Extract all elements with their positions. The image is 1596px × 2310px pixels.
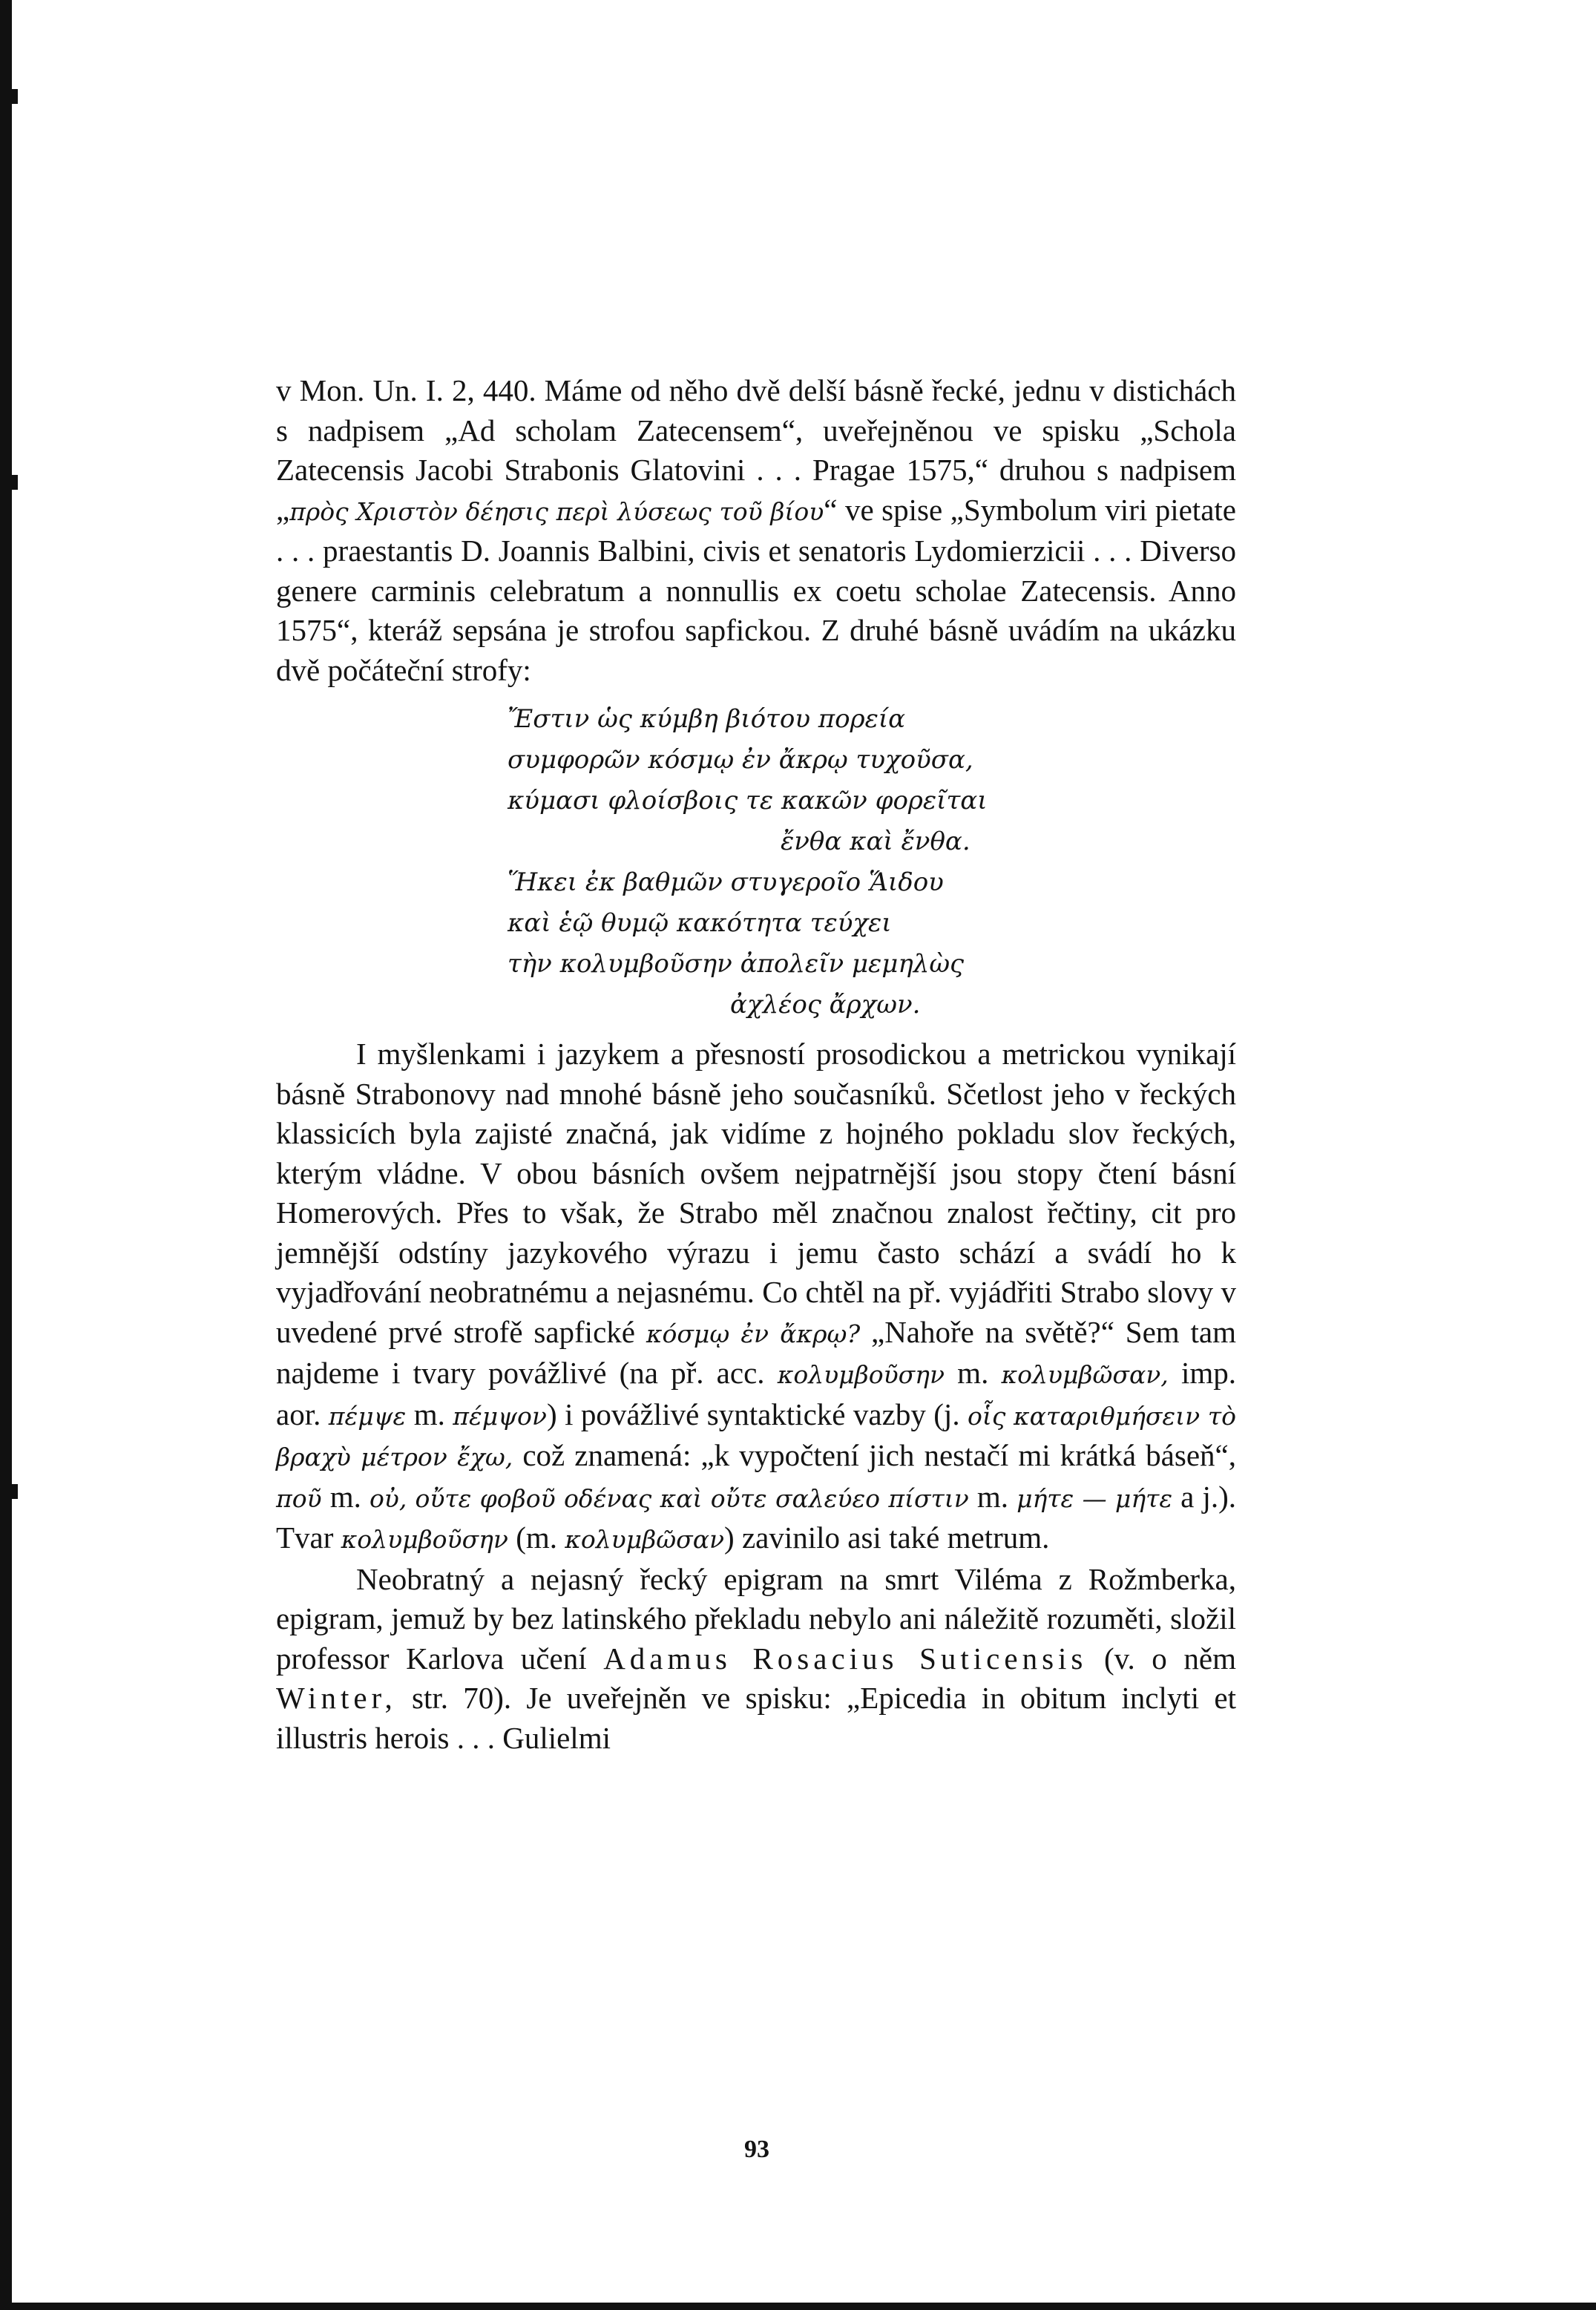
greek-quote: κολυμβοῦσην xyxy=(341,1525,508,1554)
poem-line: Ἔστιν ὡς κύμβη βιότου πορεία xyxy=(508,704,906,734)
greek-quote: κολυμβῶσαν, xyxy=(1001,1360,1169,1389)
scan-mark xyxy=(10,1484,18,1499)
greek-quote: οὐ, xyxy=(369,1483,407,1513)
greek-quote: μήτε — μήτε xyxy=(1017,1483,1173,1513)
greek-quote: οὔτε φοβοῦ οδένας καὶ οὔτε σαλεύεο πίστιν xyxy=(415,1483,969,1513)
text-run: (m. xyxy=(508,1520,565,1555)
text-run: m. xyxy=(406,1397,453,1431)
text-run: str. 70). Je uveřejněn ve spisku: „Epicedia in obitum inclyti et illustris herois . . . Gulielmi xyxy=(276,1681,1236,1755)
scan-edge-bottom xyxy=(0,2303,1596,2310)
text-run: ) zavinilo asi také metrum. xyxy=(724,1520,1050,1555)
paragraph-intro xyxy=(276,371,1236,690)
text-run: imp. aor. xyxy=(276,1356,1236,1431)
scan-mark xyxy=(10,89,18,104)
poem-line: Ἥκει ἐκ βαθμῶν στυγεροῖο Ἅιδου xyxy=(508,867,944,897)
author-name: Adamus Rosacius Suticensis xyxy=(603,1641,1088,1676)
page-text xyxy=(276,371,1236,1758)
text-run: ) i povážlivé syntaktické vazby (j. xyxy=(546,1397,968,1431)
text-run: Neobratný a nejasný řecký epigram na smrt Viléma z Rožmberka, epigram, jemuž by bez latinského překladu nebylo ani náležitě rozuměti, složil professor Karlova učení xyxy=(276,1561,1236,1676)
greek-title: πρὸς Χριστὸν δέησις περὶ λύσεως τοῦ βίου xyxy=(289,496,824,526)
scan-mark xyxy=(10,475,18,490)
greek-quote: κολυμβοῦσην xyxy=(777,1360,945,1389)
text-run: což znamená: „k vypočtení jich nestačí mi krátká báseň“, xyxy=(513,1438,1236,1472)
text-run: (v. o něm xyxy=(1087,1641,1236,1676)
greek-quote: κόσμῳ ἐν ἄκρῳ? xyxy=(646,1319,861,1348)
text-run: m. xyxy=(945,1356,1002,1390)
text-run: m. xyxy=(321,1479,370,1514)
greek-quote: κολυμβῶσαν xyxy=(565,1525,725,1554)
greek-quote: οἷς καταριθμήσειν τὸ βραχὺ μέτρον ἔχω, xyxy=(276,1401,1236,1471)
text-run: v Mon. Un. I. 2, 440. Máme od něho dvě delší básně řecké, jednu v distichách s nadpisem „Ad scholam Zatecensem“, uveřejněnou ve spisku „Schola Zatecensis Jacobi Strabonis Glatovini . . . Pragae 1575,“ druhou s nadpisem „ xyxy=(276,373,1236,527)
greek-quote: ποῦ xyxy=(276,1483,322,1513)
text-run: „Nahoře na světě?“ Sem tam najdeme i tvary povážlivé (na př. acc. xyxy=(276,1314,1237,1390)
text-run: “ ve spise „Symbolum viri pietate . . . praestantis D. Joannis Balbini, civis et senatoris Lydomierzicii . . . Diverso genere carminis celebratum a nonnullis ex coetu scholae Zatecensis. Anno 1575“, kteráž sepsána je strofou sapfickou. Z druhé básně uvádím na ukázku dvě počáteční strofy: xyxy=(276,492,1236,687)
poem-line: ἀχλέος ἄρχων. xyxy=(730,990,921,1020)
cited-author: Winter, xyxy=(276,1681,397,1715)
greek-poem xyxy=(508,699,1027,1026)
scan-edge-left xyxy=(0,0,12,2310)
poem-line: τὴν κολυμβοῦσην ἀπολεῖν μεμηλὼς xyxy=(508,949,965,979)
poem-line: καὶ ἑῷ θυμῷ κακότητα τεύχει xyxy=(508,908,892,938)
poem-line: ἔνθα καὶ ἔνθα. xyxy=(781,827,971,856)
paragraph-analysis xyxy=(276,1034,1236,1560)
paragraph-epigram xyxy=(276,1560,1236,1759)
greek-quote: πέμψον xyxy=(453,1401,547,1431)
text-run: m. xyxy=(968,1479,1017,1514)
greek-quote: πέμψε xyxy=(328,1401,407,1431)
poem-line: συμφορῶν κόσμῳ ἐν ἄκρῳ τυχοῦσα, xyxy=(508,745,973,775)
text-run: a j.). Tvar xyxy=(276,1479,1236,1555)
text-run xyxy=(407,1480,415,1514)
text-run: I myšlenkami i jazykem a přesností prosodickou a metrickou vynikají básně Strabonovy nad mnohé básně jeho současníků. Sčetlost jeho v řeckých klassicích byla zajisté značná, jak vidíme z hojného pokladu slov řeckých, kterým vládne. V obou básních ovšem nejpatrnější jsou stopy čtení básní Homerových. Přes to však, že Strabo měl značnou znalost řečtiny, cit pro jemnější odstíny jazykového výrazu i jemu často schází a svádí ho k vyjadřování neobratnému a nejasnému. Co chtěl na př. vyjádřiti Strabo slovy v uvedené prvé strofě sapfické xyxy=(276,1037,1236,1349)
poem-line: κύμασι φλοίσβοις τε κακῶν φορεῖται xyxy=(508,786,988,816)
page-number: 93 xyxy=(744,2136,769,2163)
